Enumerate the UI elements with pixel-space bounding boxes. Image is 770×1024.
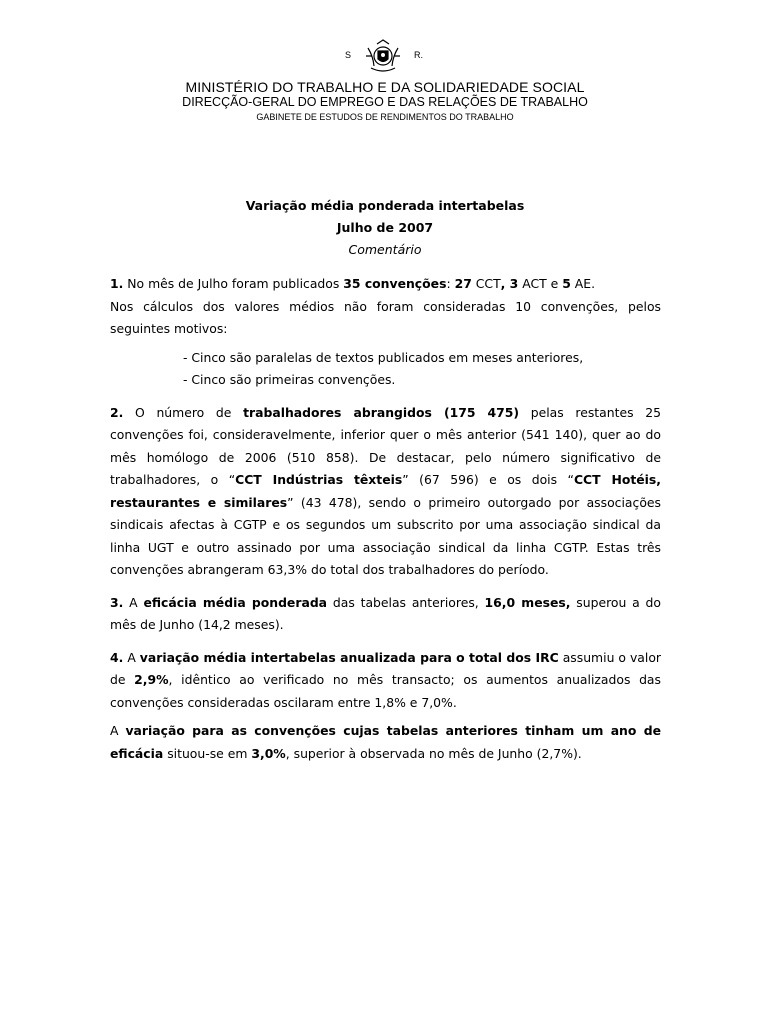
paragraph-4: 4. A variação média intertabelas anualizada para o total dos IRC assumiu o valor de 2,9%, idêntico ao verificado no mês transacto; os aumentos anualizados das convenções consideradas oscilaram entre 1,8% e 7,0%.	[110, 649, 662, 710]
paragraph-2: 2. O número de trabalhadores abrangidos (175 475) pelas restantes 25 convenções foi, consideravelmente, inferior quer o mês anterior (541 140), quer ao do mês homólogo de 2006 (510 858). De destacar, pelo número significativo de trabalhadores, o “CCT Indústrias têxteis” (67 596) e os dois “CCT Hotéis, restaurantes e similares” (43 478), sendo o primeiro outorgado por associações sindicais afectas à CGTP e os segundos um subscrito por uma associação sindical da linha UGT e outro assinado por uma associação sindical da linha CGTP. Estas três convenções abrangeram 63,3% do total dos trabalhadores do período.	[110, 404, 661, 577]
list-item: - Cinco são paralelas de textos publicados em meses anteriores,	[183, 349, 584, 365]
emblem-letter-right: R.	[414, 50, 423, 60]
paragraph-1: 1. No mês de Julho foram publicados 35 convenções: 27 CCT, 3 ACT e 5 AE.	[110, 276, 596, 291]
coat-of-arms-icon	[364, 38, 402, 74]
paragraph-5: A variação para as convenções cujas tabelas anteriores tinham um ano de eficácia situou-se em 3,0%, superior à observada no mês de Junho (2,7%).	[110, 723, 662, 761]
section-number: 4.	[110, 649, 124, 665]
emblem-letter-left: S	[345, 50, 352, 60]
paragraph-3: 3. A eficácia média ponderada das tabelas anteriores, 16,0 meses, superou a do mês de Junho (14,2 meses).	[110, 594, 661, 632]
paragraph-1-detail: Nos cálculos dos valores médios não foram consideradas 10 convenções, pelos seguintes motivos:	[110, 298, 661, 336]
section-number: 3.	[110, 594, 124, 610]
document-label: Comentário	[348, 242, 422, 257]
office-name: GABINETE DE ESTUDOS DE RENDIMENTOS DO TRABALHO	[256, 112, 514, 122]
emblem-row	[0, 38, 770, 76]
section-number: 1.	[110, 276, 124, 291]
letterhead	[0, 38, 770, 122]
ministry-name: MINISTÉRIO DO TRABALHO E DA SOLIDARIEDADE SOCIAL	[185, 79, 585, 95]
reasons-list	[110, 347, 661, 392]
list-item: - Cinco são primeiras convenções.	[183, 372, 396, 387]
section-number: 2.	[110, 404, 124, 420]
document-title: Variação média ponderada intertabelas	[245, 198, 525, 213]
document-date: Julho de 2007	[336, 220, 434, 235]
directorate-name: DIRECÇÃO-GERAL DO EMPREGO E DAS RELAÇÕES DE TRABALHO	[182, 95, 588, 109]
document-titles	[0, 195, 770, 261]
document-body	[110, 273, 661, 765]
